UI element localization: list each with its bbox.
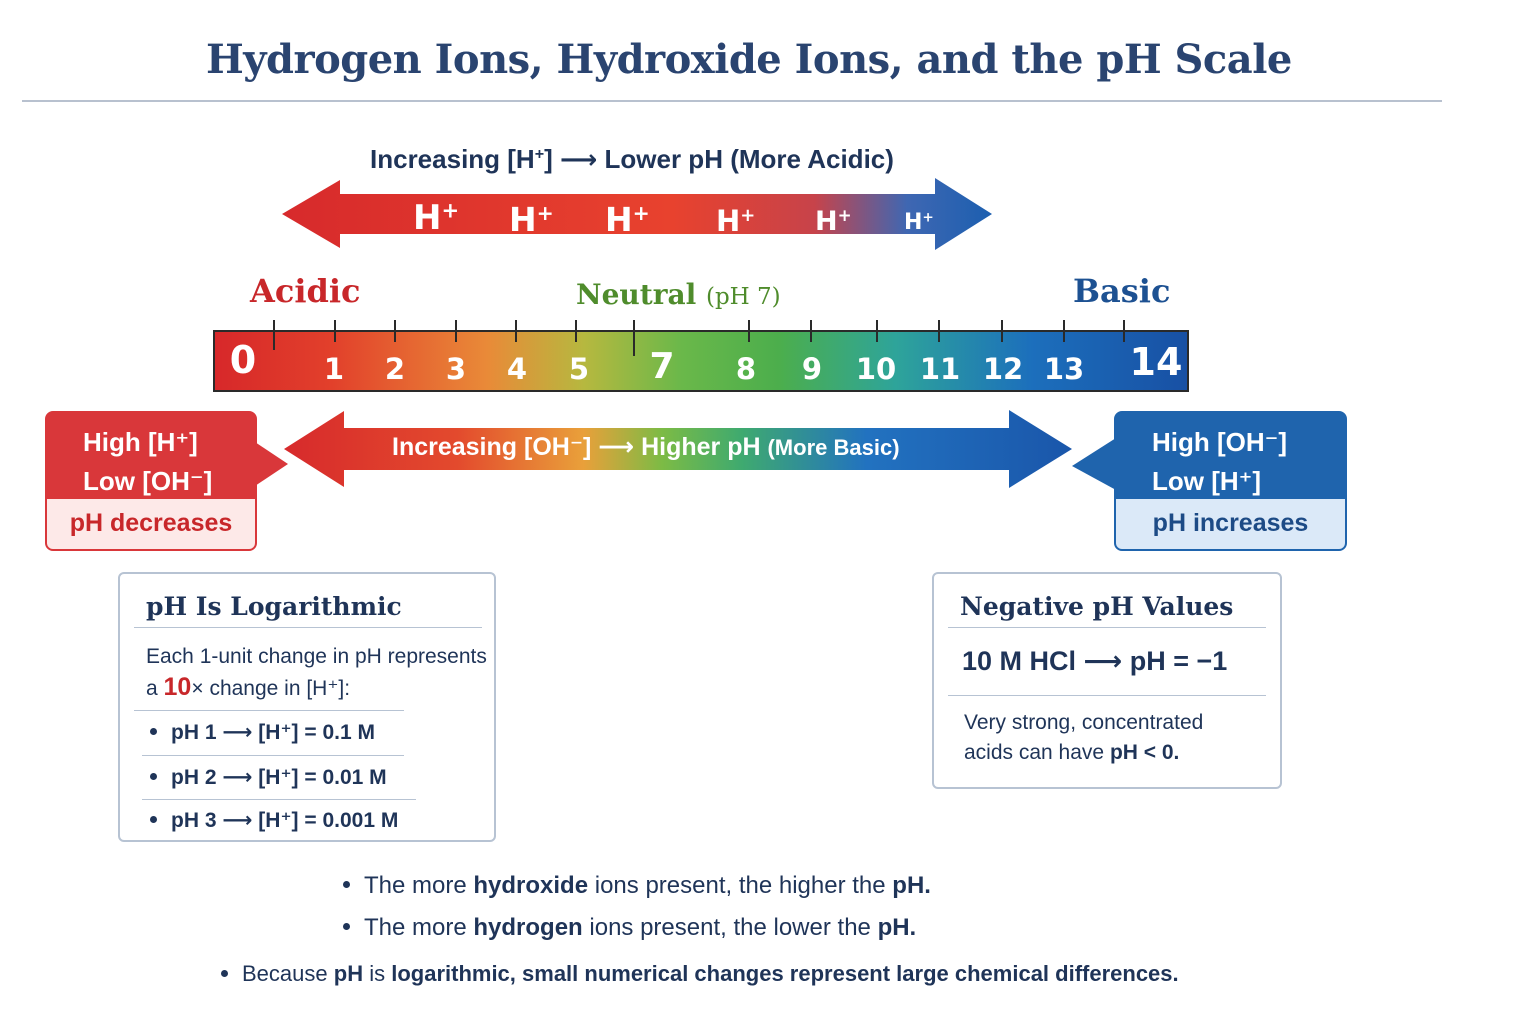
ph-number: 1 <box>323 352 345 386</box>
ten-times-highlight: 10 <box>163 673 192 701</box>
ph-number: 3 <box>445 352 467 386</box>
logarithmic-box-divider <box>134 627 482 628</box>
ph-number: 4 <box>506 352 528 386</box>
scale-tick <box>748 320 750 342</box>
scale-tick <box>515 320 517 342</box>
bullet-dot <box>150 728 157 735</box>
hcl-equation: 10 M HCl ⟶ pH = −1 <box>962 646 1228 676</box>
scale-tick <box>810 320 812 342</box>
hydrogen-ion-3: H+ <box>605 200 650 239</box>
list-item <box>150 808 398 833</box>
basic-summary-footer: pH increases <box>1116 499 1345 551</box>
bullet-dot <box>343 923 350 930</box>
footer-bullet-text: ions present, the lower the <box>589 914 871 941</box>
ph-number: 9 <box>801 352 823 386</box>
top-caption-part-a: Increasing [H <box>370 144 535 174</box>
negative-ph-box-divider <box>948 627 1266 628</box>
logarithmic-box-title: pH Is Logarithmic <box>146 592 402 621</box>
footer-bullet-bold: hydrogen <box>473 914 583 941</box>
right-callout-pointer <box>1072 434 1118 494</box>
footer-bullet-bold: pH <box>333 961 364 986</box>
list-divider <box>142 755 404 756</box>
left-callout-pointer <box>252 434 292 494</box>
basic-summary-line-1: High [OH⁻] <box>1152 427 1288 457</box>
scale-tick <box>876 320 878 342</box>
logarithmic-text-c: × change in [H⁺]: <box>191 677 351 700</box>
scale-tick <box>575 320 577 342</box>
logarithmic-text-line-1: Each 1-unit change in pH represents <box>146 645 487 668</box>
scale-tick <box>1063 320 1065 342</box>
ph-number: 12 <box>982 352 1024 386</box>
footer-bullet-bold: pH. <box>877 914 917 941</box>
ph-number: 10 <box>855 352 897 386</box>
footer-bullet <box>221 961 1179 987</box>
hydrogen-ion-5: H+ <box>815 204 852 237</box>
basic-label: Basic <box>1073 272 1171 310</box>
bullet-dot <box>150 773 157 780</box>
negative-ph-text-b: acids can have <box>964 741 1105 764</box>
mid-caption-sub: (More Basic) <box>767 435 900 460</box>
negative-ph-box-title: Negative pH Values <box>960 592 1234 621</box>
ph-number: 13 <box>1043 352 1085 386</box>
acidic-summary-lines <box>47 413 255 499</box>
footer-bullet <box>343 914 916 942</box>
top-caption-sup: + <box>534 145 545 164</box>
ph-number: 7 <box>649 346 675 387</box>
scale-tick <box>273 320 275 350</box>
footer-bullet <box>343 872 931 900</box>
ph-number: 0 <box>229 338 257 382</box>
ph-number: 14 <box>1129 340 1183 384</box>
list-item-text: pH 1 ⟶ [H⁺] = 0.1 M <box>171 721 375 744</box>
negative-ph-text-line-1: Very strong, concentrated <box>964 711 1204 734</box>
hydroxide-arrow-caption <box>392 432 900 462</box>
footer-bullet-text: is <box>369 961 386 986</box>
hydrogen-ion-6: H+ <box>904 209 934 235</box>
acidic-summary-line-1: High [H⁺] <box>83 427 198 457</box>
list-divider <box>134 710 404 711</box>
bullet-dot <box>150 816 157 823</box>
logarithmic-box-text <box>146 642 487 704</box>
negative-ph-text-line-2 <box>964 738 1203 768</box>
acidic-summary-box <box>45 411 257 551</box>
basic-summary-lines <box>1116 413 1345 499</box>
scale-tick <box>1001 320 1003 342</box>
footer-bullet-bold: hydroxide <box>473 872 589 899</box>
negative-ph-info-box <box>932 572 1282 789</box>
basic-summary-line-2: Low [H⁺] <box>1152 466 1262 496</box>
ph-number: 8 <box>735 352 757 386</box>
ph-number: 5 <box>568 352 590 386</box>
footer-bullet-text: The more <box>364 914 467 941</box>
footer-bullet-text: ions present, the higher the <box>594 872 886 899</box>
list-item <box>150 720 375 745</box>
neutral-label <box>576 278 781 311</box>
scale-tick <box>1123 320 1125 342</box>
scale-tick <box>938 320 940 342</box>
page-title: Hydrogen Ions, Hydroxide Ions, and the pH Scale <box>206 36 1292 83</box>
ph-scale-bar <box>213 330 1189 392</box>
hydrogen-ion-4: H+ <box>716 204 756 238</box>
negative-ph-box-text <box>964 708 1203 768</box>
list-item <box>150 765 387 790</box>
hydrogen-ion-2: H+ <box>509 200 554 239</box>
list-item-text: pH 2 ⟶ [H⁺] = 0.01 M <box>171 766 387 789</box>
hydrogen-ion-1: H+ <box>413 197 460 238</box>
bullet-dot <box>221 970 228 977</box>
footer-bullet-bold: pH. <box>892 872 931 899</box>
ph-number: 11 <box>919 352 961 386</box>
logarithmic-text-a: a <box>146 677 158 700</box>
neutral-label-main: Neutral <box>576 278 697 311</box>
acidic-summary-footer: pH decreases <box>47 499 255 551</box>
ph-number: 2 <box>384 352 406 386</box>
scale-tick <box>455 320 457 342</box>
neutral-label-sub: (pH 7) <box>705 284 781 310</box>
top-arrow-caption <box>370 144 894 175</box>
acidic-summary-line-2: Low [OH⁻] <box>83 466 213 496</box>
list-item-text: pH 3 ⟶ [H⁺] = 0.001 M <box>171 809 399 832</box>
logarithmic-info-box <box>118 572 496 842</box>
scale-tick <box>394 320 396 342</box>
top-caption-part-b: ] ⟶ Lower pH (More Acidic) <box>544 144 894 174</box>
acidic-label: Acidic <box>250 272 361 310</box>
list-divider <box>142 799 416 800</box>
footer-bullet-text: The more <box>364 872 467 899</box>
mid-caption-main: Increasing [OH⁻] ⟶ Higher pH <box>392 433 761 461</box>
footer-bullet-text: Because <box>242 961 328 986</box>
logarithmic-text-line-2 <box>146 672 487 704</box>
scale-tick <box>334 320 336 342</box>
basic-summary-box <box>1114 411 1347 551</box>
negative-ph-box-divider-2 <box>948 695 1266 696</box>
negative-ph-text-c: pH < 0. <box>1109 741 1180 764</box>
bullet-dot <box>343 881 350 888</box>
scale-tick <box>633 320 635 356</box>
footer-bullet-bold: logarithmic, small numerical changes represent large chemical differences. <box>391 961 1179 986</box>
title-divider <box>22 100 1442 102</box>
